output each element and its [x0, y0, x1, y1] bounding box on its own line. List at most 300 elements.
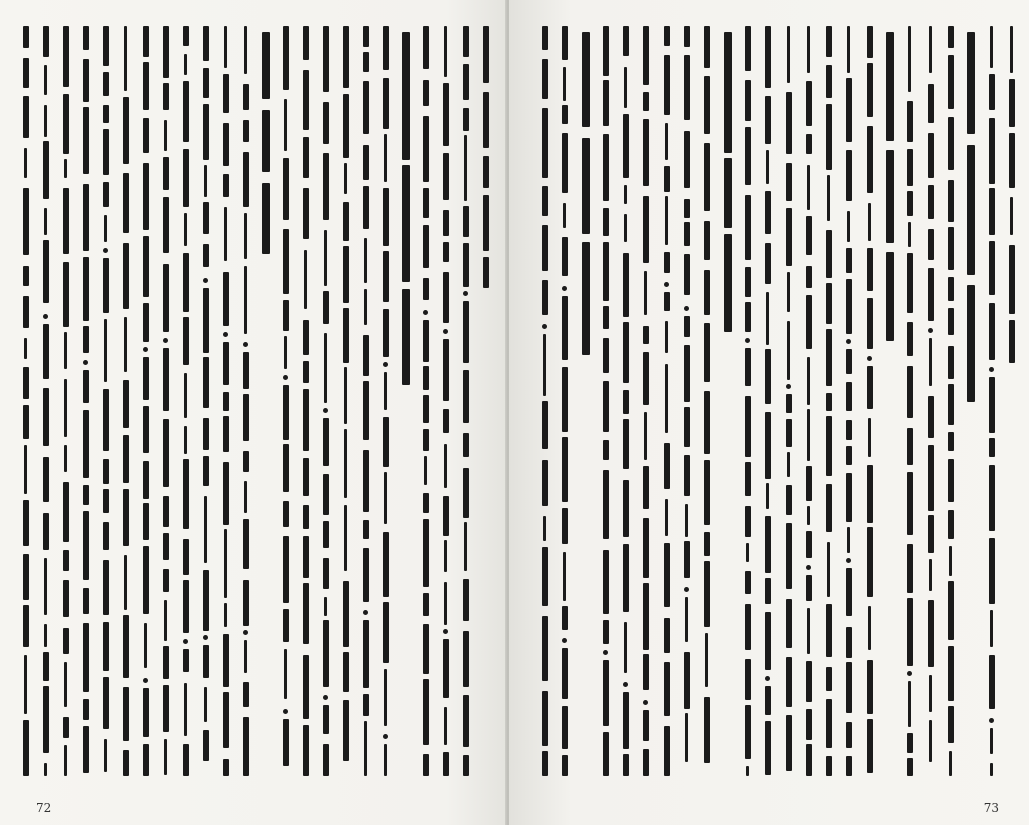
word-glyph	[846, 568, 852, 616]
mongolian-text-column	[142, 26, 150, 776]
word-glyph	[623, 419, 629, 469]
word-glyph	[664, 166, 670, 192]
word-glyph	[665, 321, 668, 353]
word-glyph	[284, 649, 287, 700]
word-glyph	[343, 202, 349, 241]
word-glyph	[562, 26, 568, 60]
word-glyph	[363, 694, 369, 716]
word-glyph	[43, 26, 49, 57]
word-glyph	[423, 593, 429, 616]
word-glyph	[164, 600, 167, 642]
word-glyph	[643, 749, 649, 776]
word-glyph	[745, 604, 751, 650]
word-glyph	[624, 67, 627, 108]
word-glyph	[765, 96, 771, 144]
word-glyph	[444, 444, 447, 488]
mongolian-heading-column	[886, 26, 894, 776]
word-glyph	[907, 733, 913, 754]
word-glyph	[443, 639, 449, 698]
word-glyph	[603, 80, 609, 126]
word-glyph	[745, 506, 751, 537]
word-glyph	[623, 26, 629, 56]
word-glyph	[724, 234, 732, 333]
word-glyph	[786, 599, 792, 648]
word-glyph	[685, 597, 688, 642]
word-glyph	[343, 246, 349, 303]
punctuation-mark	[143, 347, 148, 352]
word-glyph	[243, 519, 249, 570]
mongolian-heading-column	[724, 26, 732, 776]
word-glyph	[103, 26, 109, 66]
word-glyph	[907, 758, 913, 776]
word-glyph	[603, 440, 609, 461]
word-glyph	[123, 750, 129, 776]
word-glyph	[324, 597, 327, 616]
word-glyph	[143, 62, 149, 110]
word-glyph	[643, 583, 649, 650]
word-glyph	[765, 721, 771, 774]
word-glyph	[704, 697, 710, 762]
word-glyph	[243, 717, 249, 776]
word-glyph	[224, 529, 227, 598]
word-glyph	[787, 452, 790, 477]
word-glyph	[603, 732, 609, 776]
word-glyph	[990, 26, 993, 68]
word-glyph	[223, 462, 229, 525]
word-glyph	[886, 32, 894, 141]
mongolian-text-column	[442, 26, 450, 776]
word-glyph	[928, 84, 934, 123]
word-glyph	[303, 188, 309, 239]
word-glyph	[664, 618, 670, 654]
word-glyph	[948, 346, 954, 379]
word-glyph	[989, 377, 995, 433]
word-glyph	[603, 306, 609, 329]
word-glyph	[183, 539, 189, 575]
word-glyph	[765, 612, 771, 670]
word-glyph	[827, 175, 830, 221]
punctuation-mark	[664, 282, 669, 287]
word-glyph	[563, 552, 566, 601]
word-glyph	[928, 268, 934, 321]
word-glyph	[745, 80, 751, 121]
word-glyph	[542, 108, 548, 178]
word-glyph	[543, 516, 546, 541]
word-glyph	[43, 457, 49, 502]
word-glyph	[907, 253, 913, 313]
word-glyph	[23, 405, 29, 439]
punctuation-mark	[283, 709, 288, 714]
word-glyph	[303, 458, 309, 496]
word-glyph	[443, 153, 449, 200]
word-glyph	[383, 26, 389, 70]
word-glyph	[886, 150, 894, 243]
word-glyph	[542, 401, 548, 449]
word-glyph	[929, 675, 932, 713]
word-glyph	[43, 240, 49, 302]
word-glyph	[203, 104, 209, 160]
word-glyph	[948, 55, 954, 109]
word-glyph	[684, 199, 690, 218]
word-glyph	[464, 135, 467, 201]
word-glyph	[948, 308, 954, 335]
word-glyph	[704, 460, 710, 525]
mongolian-text-column	[622, 26, 630, 776]
word-glyph	[463, 433, 469, 457]
punctuation-mark	[684, 587, 689, 592]
word-glyph	[745, 396, 751, 457]
word-glyph	[283, 229, 289, 294]
word-glyph	[44, 624, 47, 647]
word-glyph	[684, 652, 690, 709]
word-glyph	[103, 182, 109, 207]
punctuation-mark	[989, 367, 994, 372]
word-glyph	[826, 756, 832, 776]
word-glyph	[765, 516, 771, 573]
word-glyph	[949, 546, 952, 575]
word-glyph	[745, 462, 751, 497]
word-glyph	[542, 26, 548, 50]
word-glyph	[303, 536, 309, 578]
word-glyph	[562, 648, 568, 698]
word-glyph	[384, 372, 387, 410]
word-glyph	[665, 123, 668, 160]
word-glyph	[989, 74, 995, 111]
word-glyph	[203, 288, 209, 353]
punctuation-mark	[643, 700, 648, 705]
punctuation-mark	[183, 639, 188, 644]
word-glyph	[766, 483, 769, 509]
word-glyph	[644, 271, 647, 316]
word-glyph	[603, 134, 609, 200]
word-glyph	[343, 581, 349, 647]
mongolian-text-column	[927, 26, 935, 776]
word-glyph	[463, 243, 469, 287]
word-glyph	[103, 129, 109, 175]
word-glyph	[807, 357, 810, 405]
word-glyph	[826, 699, 832, 748]
word-glyph	[623, 390, 629, 414]
word-glyph	[243, 84, 249, 110]
mongolian-text-column	[988, 26, 996, 776]
word-glyph	[643, 119, 649, 186]
word-glyph	[806, 466, 812, 501]
word-glyph	[23, 720, 29, 776]
word-glyph	[664, 252, 670, 273]
word-glyph	[443, 496, 449, 536]
word-glyph	[383, 309, 389, 357]
word-glyph	[184, 426, 187, 454]
mongolian-text-column	[845, 26, 853, 776]
word-glyph	[244, 640, 247, 673]
word-glyph	[164, 739, 167, 775]
word-glyph	[704, 270, 710, 316]
word-glyph	[143, 744, 149, 776]
word-glyph	[64, 159, 67, 179]
word-glyph	[224, 207, 227, 262]
word-glyph	[363, 450, 369, 512]
word-glyph	[344, 163, 347, 194]
word-glyph	[603, 470, 609, 539]
word-glyph	[83, 107, 89, 175]
word-glyph	[423, 679, 429, 745]
word-glyph	[643, 352, 649, 405]
word-glyph	[383, 532, 389, 598]
word-glyph	[23, 500, 29, 546]
punctuation-mark	[562, 286, 567, 291]
punctuation-mark	[383, 734, 388, 739]
word-glyph	[542, 460, 548, 506]
word-glyph	[562, 133, 568, 193]
word-glyph	[948, 227, 954, 270]
mongolian-text-column	[642, 26, 650, 776]
word-glyph	[423, 26, 429, 69]
mongolian-text-column	[282, 26, 290, 776]
mongolian-text-column	[866, 26, 874, 776]
word-glyph	[243, 152, 249, 208]
word-glyph	[363, 520, 369, 539]
punctuation-mark	[363, 610, 368, 615]
word-glyph	[685, 504, 688, 538]
punctuation-mark	[443, 629, 448, 634]
word-glyph	[1009, 320, 1015, 363]
word-glyph	[63, 262, 69, 327]
word-glyph	[283, 158, 289, 220]
word-glyph	[44, 208, 47, 234]
word-glyph	[63, 550, 69, 571]
word-glyph	[826, 329, 832, 387]
word-glyph	[244, 481, 247, 513]
word-glyph	[64, 445, 67, 472]
word-glyph	[463, 370, 469, 423]
word-glyph	[562, 508, 568, 544]
word-glyph	[244, 266, 247, 334]
word-glyph	[929, 559, 932, 590]
word-glyph	[562, 437, 568, 503]
word-glyph	[443, 242, 449, 261]
word-glyph	[304, 250, 307, 309]
word-glyph	[283, 501, 289, 528]
word-glyph	[846, 150, 852, 201]
word-glyph	[745, 267, 751, 297]
word-glyph	[704, 391, 710, 454]
word-glyph	[948, 432, 954, 452]
word-glyph	[826, 26, 832, 57]
word-glyph	[989, 465, 995, 532]
word-glyph	[826, 416, 832, 476]
mongolian-text-column	[122, 26, 130, 776]
word-glyph	[826, 604, 832, 657]
mongolian-text-column	[202, 26, 210, 776]
word-glyph	[444, 582, 447, 625]
word-glyph	[928, 515, 934, 553]
word-glyph	[746, 766, 749, 776]
word-glyph	[283, 300, 289, 331]
word-glyph	[846, 662, 852, 713]
word-glyph	[284, 99, 287, 151]
word-glyph	[1009, 79, 1015, 127]
word-glyph	[463, 755, 469, 776]
word-glyph	[806, 216, 812, 255]
word-glyph	[303, 655, 309, 719]
word-glyph	[423, 188, 429, 218]
word-glyph	[807, 608, 810, 654]
word-glyph	[64, 662, 67, 707]
word-glyph	[143, 236, 149, 297]
word-glyph	[643, 518, 649, 577]
word-glyph	[846, 78, 852, 142]
mongolian-text-column	[703, 26, 711, 776]
word-glyph	[542, 751, 548, 776]
word-glyph	[383, 251, 389, 302]
word-glyph	[163, 264, 169, 332]
word-glyph	[423, 493, 429, 513]
word-glyph	[623, 544, 629, 612]
word-glyph	[23, 367, 29, 399]
word-glyph	[1010, 197, 1013, 235]
word-glyph	[284, 336, 287, 368]
word-glyph	[603, 208, 609, 237]
word-glyph	[929, 26, 932, 73]
word-glyph	[684, 26, 690, 47]
word-glyph	[384, 669, 387, 727]
punctuation-mark	[623, 682, 628, 687]
word-glyph	[746, 543, 749, 562]
word-glyph	[867, 63, 873, 118]
word-glyph	[643, 196, 649, 264]
mongolian-heading-column	[262, 26, 270, 776]
word-glyph	[203, 68, 209, 98]
word-glyph	[323, 705, 329, 735]
word-glyph	[827, 542, 830, 597]
word-glyph	[283, 26, 289, 90]
word-glyph	[846, 756, 852, 776]
word-glyph	[989, 538, 995, 603]
word-glyph	[886, 252, 894, 341]
word-glyph	[143, 406, 149, 453]
word-glyph	[143, 546, 149, 613]
word-glyph	[203, 730, 209, 760]
word-glyph	[745, 127, 751, 185]
word-glyph	[103, 389, 109, 452]
mongolian-text-column	[162, 26, 170, 776]
word-glyph	[908, 222, 911, 247]
word-glyph	[83, 699, 89, 720]
word-glyph	[323, 744, 329, 776]
word-glyph	[928, 185, 934, 220]
mongolian-text-column	[102, 26, 110, 776]
word-glyph	[63, 26, 69, 87]
word-glyph	[563, 67, 566, 101]
word-glyph	[104, 215, 107, 243]
word-glyph	[444, 540, 447, 572]
word-glyph	[562, 367, 568, 432]
word-glyph	[383, 78, 389, 128]
word-glyph	[665, 196, 668, 244]
word-glyph	[103, 459, 109, 484]
word-glyph	[745, 348, 751, 386]
word-glyph	[483, 26, 489, 83]
word-glyph	[303, 583, 309, 645]
mongolian-text-column	[242, 26, 250, 776]
word-glyph	[303, 505, 309, 529]
word-glyph	[684, 131, 690, 188]
word-glyph	[907, 598, 913, 666]
word-glyph	[243, 120, 249, 141]
word-glyph	[868, 606, 871, 650]
left-page	[0, 0, 507, 825]
word-glyph	[124, 26, 127, 91]
punctuation-mark	[383, 362, 388, 367]
word-glyph	[104, 739, 107, 771]
mongolian-heading-column	[967, 26, 975, 776]
word-glyph	[83, 485, 89, 506]
word-glyph	[787, 321, 790, 380]
word-glyph	[23, 554, 29, 600]
word-glyph	[283, 719, 289, 765]
word-glyph	[684, 541, 690, 578]
word-glyph	[826, 104, 832, 170]
word-glyph	[83, 257, 89, 321]
word-glyph	[562, 706, 568, 748]
word-glyph	[948, 510, 954, 539]
punctuation-mark	[603, 650, 608, 655]
word-glyph	[623, 754, 629, 776]
punctuation-mark	[143, 678, 148, 683]
word-glyph	[163, 419, 169, 488]
word-glyph	[483, 257, 489, 289]
word-glyph	[542, 225, 548, 271]
word-glyph	[806, 134, 812, 154]
word-glyph	[643, 326, 649, 344]
word-glyph	[847, 527, 850, 553]
word-glyph	[603, 26, 609, 76]
word-glyph	[123, 435, 129, 484]
word-glyph	[223, 272, 229, 326]
word-glyph	[323, 418, 329, 466]
word-glyph	[63, 580, 69, 617]
word-glyph	[363, 381, 369, 441]
word-glyph	[786, 657, 792, 707]
mongolian-text-column	[744, 26, 752, 776]
word-glyph	[83, 588, 89, 614]
punctuation-mark	[323, 695, 328, 700]
word-glyph	[603, 381, 609, 432]
word-glyph	[223, 174, 229, 198]
word-glyph	[623, 253, 629, 317]
word-glyph	[223, 392, 229, 411]
word-glyph	[24, 445, 27, 493]
word-glyph	[989, 303, 995, 360]
punctuation-mark	[223, 332, 228, 337]
word-glyph	[83, 59, 89, 102]
punctuation-mark	[243, 342, 248, 347]
word-glyph	[989, 655, 995, 709]
punctuation-mark	[907, 671, 912, 676]
word-glyph	[303, 725, 309, 776]
word-glyph	[603, 338, 609, 373]
word-glyph	[826, 393, 832, 411]
word-glyph	[948, 277, 954, 301]
word-glyph	[203, 26, 209, 61]
word-glyph	[562, 296, 568, 360]
word-glyph	[806, 295, 812, 349]
word-glyph	[463, 64, 469, 99]
mongolian-text-column	[602, 26, 610, 776]
word-glyph	[623, 322, 629, 383]
word-glyph	[664, 26, 670, 46]
word-glyph	[64, 745, 67, 776]
